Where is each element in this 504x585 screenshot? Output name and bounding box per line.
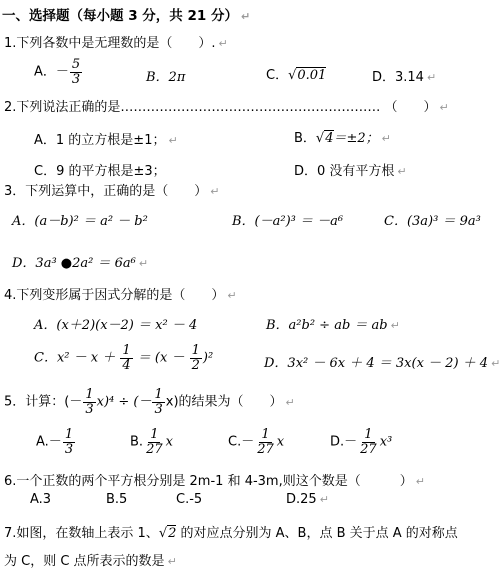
q2-option-b: B．√4＝±2； ↵	[294, 131, 391, 146]
q3-option-b: B．(－a²)³ ＝ －a⁶	[232, 214, 344, 229]
question-4-stem: 4.下列变形属于因式分解的是（ ） ↵	[4, 288, 237, 303]
q4-option-c: C．x² － x ＋ $\frac{1}{4}$ ＝ (x － $\frac{1}{2}$ )²	[34, 343, 214, 373]
q1-option-d: D．3.14 ↵	[372, 70, 437, 85]
q5-option-a: A.－ $\frac{1}{3}$	[36, 427, 74, 457]
q3-option-c: C．(3a)³ ＝ 9a³	[384, 214, 481, 229]
q1-option-a: A．－ $\frac{5}{3}$	[34, 57, 81, 87]
question-7-stem-continued: 为 C，则 C 点所表示的数是 ↵	[4, 554, 177, 569]
question-5-stem: 5．计算：(－ $\frac{1}{3}$ x)⁴ ÷ (－ $\frac{1}{3}$ x)的结果为（ ） ↵	[4, 387, 295, 417]
q6-option-d: D.25 ↵	[286, 492, 329, 507]
q6-option-b: B.5	[106, 492, 128, 507]
q2-option-a: A．1 的立方根是±1； ↵	[34, 133, 178, 148]
q2-option-d: D．0 没有平方根 ↵	[294, 164, 407, 179]
q4-option-b: B．a²b² ÷ ab ＝ ab ↵	[266, 318, 400, 333]
q6-option-c: C.-5	[176, 492, 203, 507]
q5-option-b: B. $\frac{1}{27}$ x	[130, 427, 173, 457]
q6-option-a: A.3	[30, 492, 52, 507]
question-3-stem: 3．下列运算中，正确的是（ ） ↵	[4, 184, 220, 199]
question-2-stem: 2.下列说法正确的是…………………………………………………… （ ） ↵	[4, 100, 449, 115]
q3-option-a: A．(a－b)² ＝ a² － b²	[12, 214, 148, 229]
q1-option-c: C．√0.01	[266, 68, 327, 83]
q2-option-c: C．9 的平方根是±3；	[34, 164, 166, 179]
question-1-stem: 1.下列各数中是无理数的是（ ）. ↵	[4, 36, 228, 51]
q5-option-c: C.－ $\frac{1}{27}$ x	[228, 427, 285, 457]
q3-option-d: D．3a³ ●2a² ＝ 6a⁶ ↵	[12, 256, 149, 271]
question-6-stem: 6.一个正数的两个平方根分别是 2m-1 和 4-3m,则这个数是（ ） ↵	[4, 474, 425, 489]
q1-option-b: B．2π	[146, 70, 186, 85]
question-7-stem: 7.如图，在数轴上表示 1、√2 的对应点分别为 A、B，点 B 关于点 A 的对称点	[4, 526, 458, 541]
q5-option-d: D.－ $\frac{1}{27}$ x³	[330, 427, 393, 457]
q4-option-d: D．3x² － 6x ＋ 4 ＝ 3x(x － 2) ＋ 4 ↵	[264, 356, 501, 371]
q4-option-a: A．(x＋2)(x－2) ＝ x² － 4	[34, 318, 198, 333]
section-title: 一、选择题（每小题 3 分，共 21 分） ↵	[2, 8, 251, 24]
